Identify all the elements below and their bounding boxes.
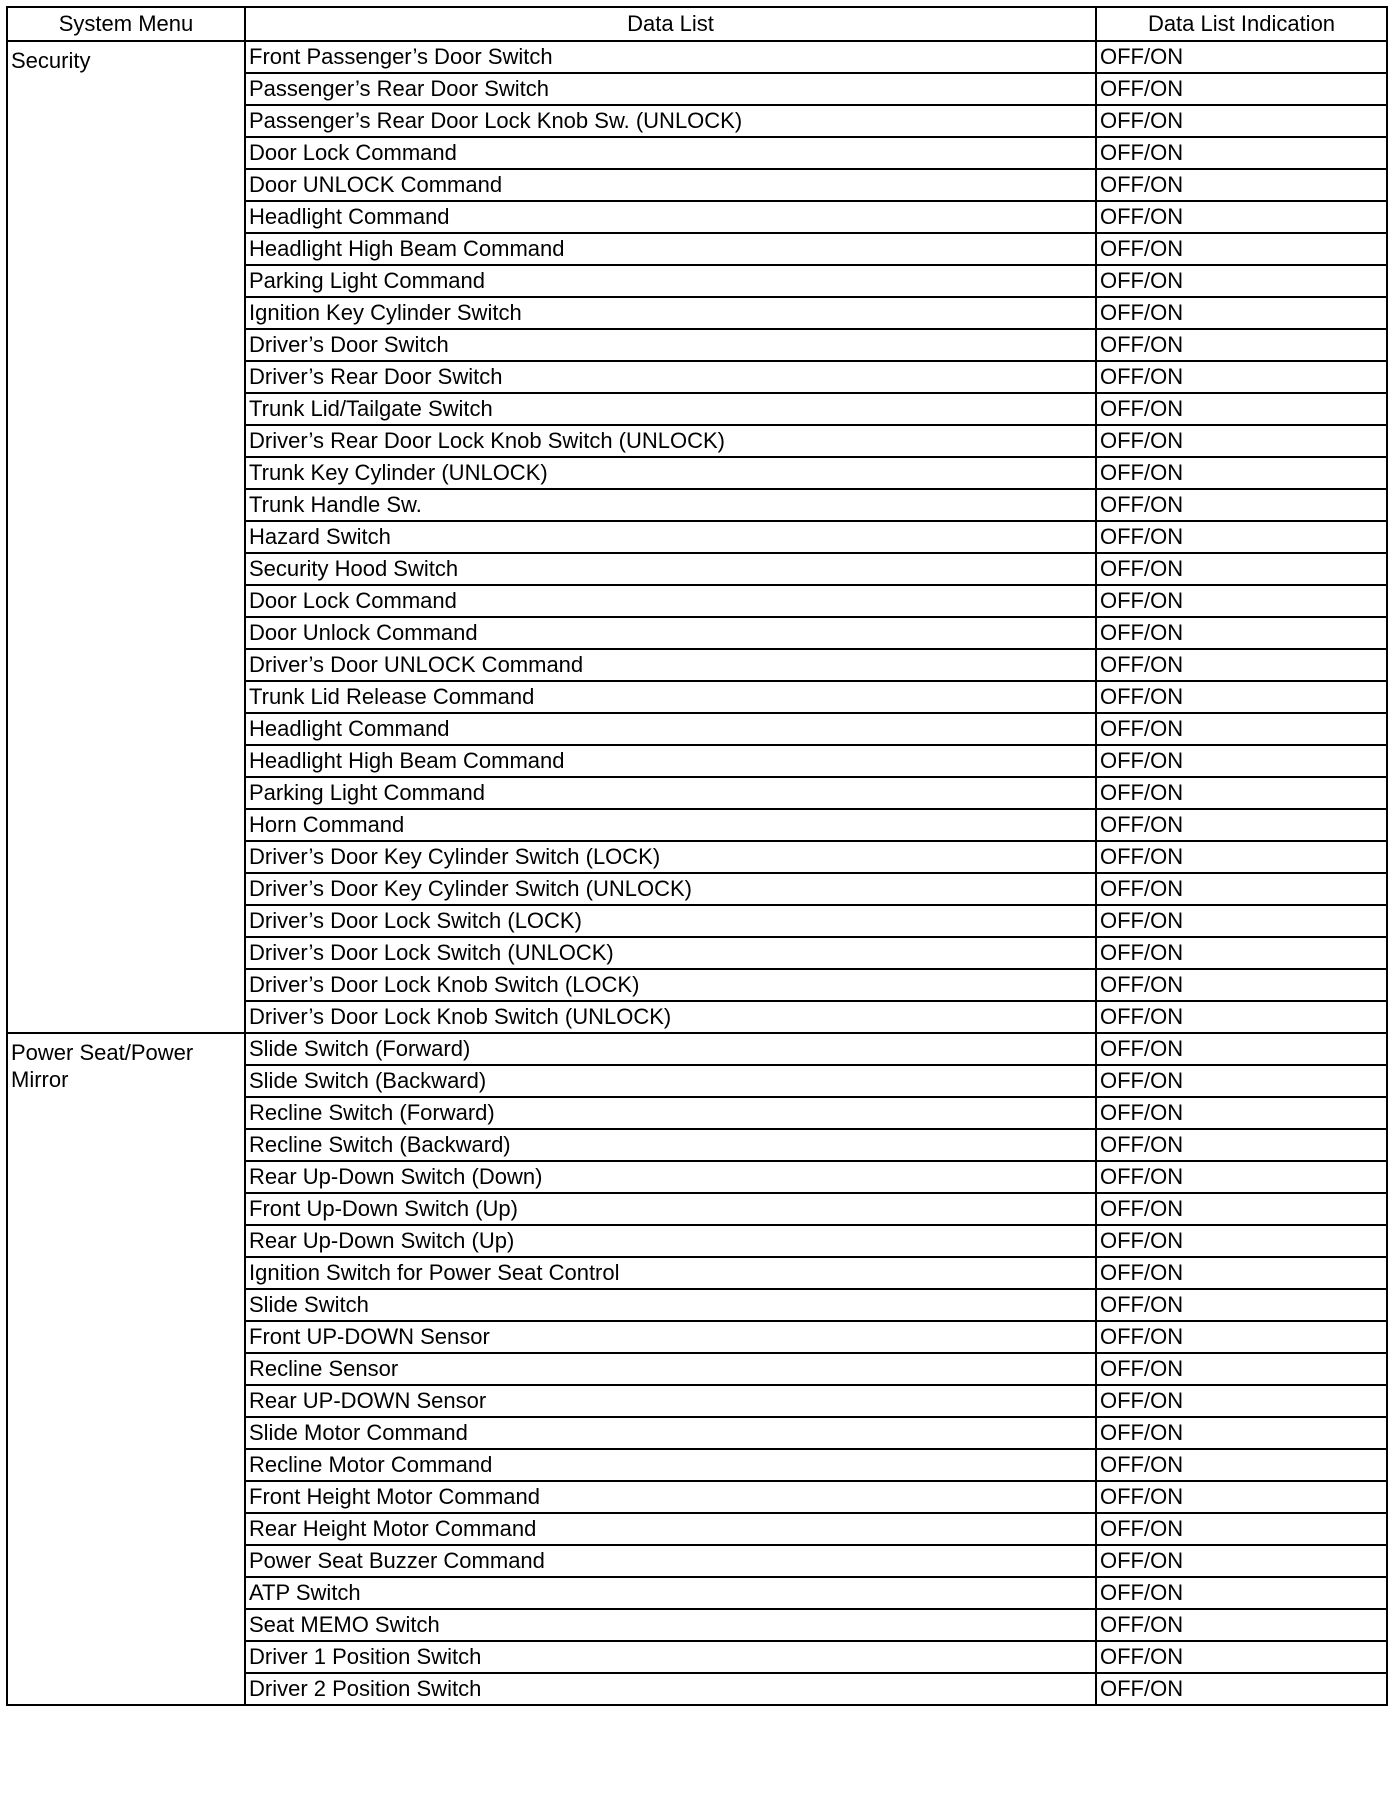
data-list-item: Driver’s Door Lock Switch (UNLOCK) [245, 937, 1096, 969]
data-list-item: Trunk Key Cylinder (UNLOCK) [245, 457, 1096, 489]
data-list-indication: OFF/ON [1096, 809, 1387, 841]
data-list-item: Ignition Switch for Power Seat Control [245, 1257, 1096, 1289]
data-list-indication: OFF/ON [1096, 1449, 1387, 1481]
data-list-indication: OFF/ON [1096, 1641, 1387, 1673]
data-list-item: Trunk Handle Sw. [245, 489, 1096, 521]
data-list-item: Trunk Lid Release Command [245, 681, 1096, 713]
data-list-indication: OFF/ON [1096, 1001, 1387, 1033]
data-list-indication: OFF/ON [1096, 553, 1387, 585]
data-list-item: Parking Light Command [245, 777, 1096, 809]
data-list-item: Ignition Key Cylinder Switch [245, 297, 1096, 329]
header-data-list: Data List [245, 7, 1096, 41]
data-list-item: Door Unlock Command [245, 617, 1096, 649]
system-menu-cell: Power Seat/Power Mirror [7, 1033, 245, 1705]
data-list-item: Driver’s Door UNLOCK Command [245, 649, 1096, 681]
data-list-item: Recline Switch (Forward) [245, 1097, 1096, 1129]
data-list-indication: OFF/ON [1096, 1129, 1387, 1161]
data-list-indication: OFF/ON [1096, 1161, 1387, 1193]
table-row [7, 1033, 1387, 1065]
data-list-indication: OFF/ON [1096, 233, 1387, 265]
data-list-indication: OFF/ON [1096, 1321, 1387, 1353]
data-list-item: Seat MEMO Switch [245, 1609, 1096, 1641]
data-list-item: Door UNLOCK Command [245, 169, 1096, 201]
data-list-indication: OFF/ON [1096, 521, 1387, 553]
data-list-item: Hazard Switch [245, 521, 1096, 553]
data-list-item: Driver 1 Position Switch [245, 1641, 1096, 1673]
data-list-indication: OFF/ON [1096, 1673, 1387, 1705]
data-list-item: Door Lock Command [245, 137, 1096, 169]
data-list-item: Driver’s Door Key Cylinder Switch (LOCK) [245, 841, 1096, 873]
data-list-indication: OFF/ON [1096, 1353, 1387, 1385]
data-list-indication: OFF/ON [1096, 73, 1387, 105]
data-list-indication: OFF/ON [1096, 425, 1387, 457]
data-list-indication: OFF/ON [1096, 1225, 1387, 1257]
data-list-item: Headlight Command [245, 201, 1096, 233]
data-list-item: Driver’s Door Lock Knob Switch (LOCK) [245, 969, 1096, 1001]
data-list-item: Front Height Motor Command [245, 1481, 1096, 1513]
data-list-indication: OFF/ON [1096, 489, 1387, 521]
system-menu-cell: Security [7, 41, 245, 1033]
data-list-indication: OFF/ON [1096, 105, 1387, 137]
data-list-indication: OFF/ON [1096, 1193, 1387, 1225]
data-list-item: Driver’s Door Lock Switch (LOCK) [245, 905, 1096, 937]
data-list-indication: OFF/ON [1096, 1481, 1387, 1513]
header-row [7, 7, 1387, 41]
data-list-indication: OFF/ON [1096, 265, 1387, 297]
data-list-item: Driver’s Door Lock Knob Switch (UNLOCK) [245, 1001, 1096, 1033]
data-list-item: Recline Motor Command [245, 1449, 1096, 1481]
header-data-list-indication: Data List Indication [1096, 7, 1387, 41]
data-list-indication: OFF/ON [1096, 201, 1387, 233]
data-list-indication: OFF/ON [1096, 777, 1387, 809]
data-list-indication: OFF/ON [1096, 297, 1387, 329]
table-body [7, 41, 1387, 1705]
data-list-indication: OFF/ON [1096, 1065, 1387, 1097]
data-list-table [6, 6, 1388, 1706]
data-list-indication: OFF/ON [1096, 1545, 1387, 1577]
data-list-indication: OFF/ON [1096, 649, 1387, 681]
data-list-indication: OFF/ON [1096, 169, 1387, 201]
data-list-indication: OFF/ON [1096, 1385, 1387, 1417]
data-list-indication: OFF/ON [1096, 745, 1387, 777]
data-list-sheet [6, 6, 1386, 1706]
data-list-item: Rear Up-Down Switch (Down) [245, 1161, 1096, 1193]
data-list-indication: OFF/ON [1096, 617, 1387, 649]
data-list-indication: OFF/ON [1096, 393, 1387, 425]
data-list-item: Headlight High Beam Command [245, 745, 1096, 777]
data-list-item: Power Seat Buzzer Command [245, 1545, 1096, 1577]
data-list-item: Recline Switch (Backward) [245, 1129, 1096, 1161]
data-list-item: ATP Switch [245, 1577, 1096, 1609]
data-list-indication: OFF/ON [1096, 137, 1387, 169]
data-list-item: Rear UP-DOWN Sensor [245, 1385, 1096, 1417]
data-list-item: Slide Switch (Forward) [245, 1033, 1096, 1065]
table-row [7, 41, 1387, 73]
data-list-item: Security Hood Switch [245, 553, 1096, 585]
data-list-item: Trunk Lid/Tailgate Switch [245, 393, 1096, 425]
data-list-item: Headlight Command [245, 713, 1096, 745]
data-list-indication: OFF/ON [1096, 361, 1387, 393]
data-list-item: Recline Sensor [245, 1353, 1096, 1385]
data-list-indication: OFF/ON [1096, 41, 1387, 73]
data-list-indication: OFF/ON [1096, 969, 1387, 1001]
data-list-indication: OFF/ON [1096, 713, 1387, 745]
data-list-indication: OFF/ON [1096, 873, 1387, 905]
data-list-indication: OFF/ON [1096, 841, 1387, 873]
data-list-item: Rear Height Motor Command [245, 1513, 1096, 1545]
data-list-item: Driver 2 Position Switch [245, 1673, 1096, 1705]
data-list-item: Driver’s Door Key Cylinder Switch (UNLOCK) [245, 873, 1096, 905]
data-list-indication: OFF/ON [1096, 1417, 1387, 1449]
data-list-item: Rear Up-Down Switch (Up) [245, 1225, 1096, 1257]
data-list-indication: OFF/ON [1096, 1513, 1387, 1545]
data-list-item: Front Passenger’s Door Switch [245, 41, 1096, 73]
data-list-item: Slide Switch [245, 1289, 1096, 1321]
data-list-item: Driver’s Rear Door Switch [245, 361, 1096, 393]
data-list-indication: OFF/ON [1096, 585, 1387, 617]
data-list-indication: OFF/ON [1096, 681, 1387, 713]
data-list-item: Parking Light Command [245, 265, 1096, 297]
data-list-item: Passenger’s Rear Door Lock Knob Sw. (UNLOCK) [245, 105, 1096, 137]
data-list-indication: OFF/ON [1096, 937, 1387, 969]
data-list-indication: OFF/ON [1096, 457, 1387, 489]
data-list-item: Passenger’s Rear Door Switch [245, 73, 1096, 105]
header-system-menu: System Menu [7, 7, 245, 41]
data-list-indication: OFF/ON [1096, 1577, 1387, 1609]
data-list-indication: OFF/ON [1096, 329, 1387, 361]
table-header [7, 7, 1387, 41]
data-list-item: Slide Motor Command [245, 1417, 1096, 1449]
data-list-item: Door Lock Command [245, 585, 1096, 617]
data-list-indication: OFF/ON [1096, 1257, 1387, 1289]
data-list-item: Slide Switch (Backward) [245, 1065, 1096, 1097]
data-list-indication: OFF/ON [1096, 1609, 1387, 1641]
data-list-item: Front UP-DOWN Sensor [245, 1321, 1096, 1353]
data-list-indication: OFF/ON [1096, 1097, 1387, 1129]
data-list-indication: OFF/ON [1096, 1289, 1387, 1321]
data-list-item: Driver’s Door Switch [245, 329, 1096, 361]
data-list-indication: OFF/ON [1096, 905, 1387, 937]
data-list-item: Horn Command [245, 809, 1096, 841]
data-list-indication: OFF/ON [1096, 1033, 1387, 1065]
data-list-item: Headlight High Beam Command [245, 233, 1096, 265]
data-list-item: Driver’s Rear Door Lock Knob Switch (UNLOCK) [245, 425, 1096, 457]
data-list-item: Front Up-Down Switch (Up) [245, 1193, 1096, 1225]
